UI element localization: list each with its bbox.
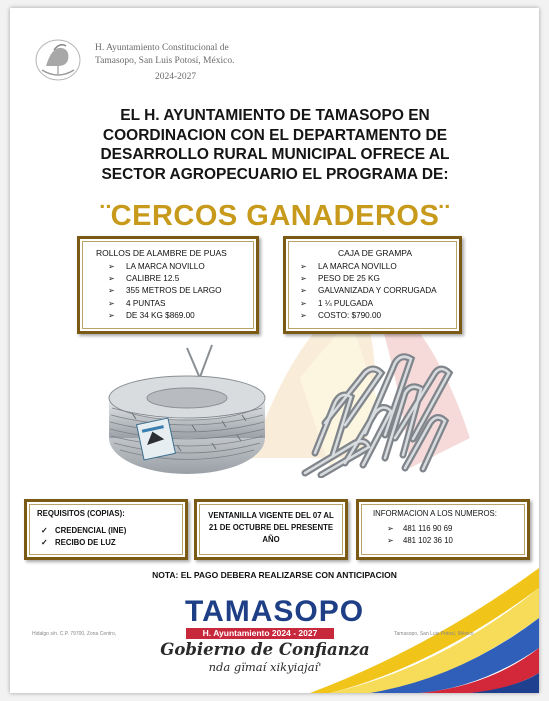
list-item-text: 355 METROS DE LARGO (126, 286, 222, 296)
arrow-bullet-icon: ➢ (300, 274, 307, 284)
barbed-wire-list (108, 261, 222, 322)
header-period: 2024-2027 (155, 72, 197, 82)
arrow-bullet-icon: ➢ (108, 286, 115, 296)
list-item-text: CALIBRE 12.5 (126, 274, 180, 284)
contact-list (387, 523, 453, 547)
list-item (108, 298, 222, 310)
title-line: DESARROLLO RURAL MUNICIPAL OFRECE AL (100, 146, 450, 163)
check-bullet-icon: ✓ (41, 526, 48, 535)
coat-of-arms-seal-icon (32, 36, 84, 84)
arrow-bullet-icon: ➢ (387, 524, 394, 533)
government-slogan: Gobierno de Confianza (160, 640, 370, 659)
requirements-box (24, 499, 188, 560)
list-item (387, 535, 453, 547)
title-line: SECTOR AGROPECUARIO EL PROGRAMA DE: (101, 165, 449, 183)
government-slogan-sub: nda gïmaí xikyiajaí' (208, 660, 322, 674)
fence-staples-icon (295, 343, 455, 478)
list-item (300, 285, 437, 297)
arrow-bullet-icon: ➢ (108, 298, 115, 308)
arrow-bullet-icon: ➢ (300, 298, 307, 308)
tamasopo-logo-word: TAMASOPO (185, 595, 365, 628)
list-item-text: COSTO: $790.00 (318, 310, 382, 320)
list-item-text: PESO DE 25 KG (318, 274, 380, 284)
announcement-title (50, 106, 500, 184)
footer-address-left: Hidalgo s/n. C.P. 79700, Zona Centro, (32, 631, 117, 637)
list-item-text: 4 PUNTAS (126, 298, 166, 308)
arrow-bullet-icon: ➢ (108, 262, 115, 271)
barbed-wire-heading: ROLLOS DE ALAMBRE DE PUAS (96, 248, 227, 258)
barbed-wire-info-box (77, 236, 259, 334)
payment-note: NOTA: EL PAGO DEBERA REALIZARSE CON ANTICIPACION (152, 570, 397, 580)
requirements-list (41, 525, 126, 549)
list-item (41, 537, 126, 549)
arrow-bullet-icon: ➢ (387, 536, 394, 546)
phone-number[interactable]: 481 116 90 69 (403, 524, 453, 533)
list-item (300, 261, 437, 273)
header-line-1: H. Ayuntamiento Constitucional de (95, 43, 229, 53)
list-item (300, 310, 437, 322)
footer-address-right: Tamasopo, San Luis Potosí, México (394, 631, 474, 637)
contact-heading: INFORMACION A LOS NUMEROS: (373, 509, 497, 518)
phone-number[interactable]: 481 102 36 10 (403, 536, 453, 546)
list-item (387, 523, 453, 535)
program-name: ¨CERCOS GANADEROS¨ (100, 200, 450, 232)
requirements-heading: REQUISITOS (COPIAS): (37, 509, 125, 518)
window-text (197, 510, 345, 546)
staples-heading: CAJA DE GRAMPA (338, 248, 412, 258)
flyer-page (10, 8, 539, 693)
list-item (108, 261, 222, 273)
window-line: VENTANILLA VIGENTE DEL 07 AL (208, 511, 334, 520)
barbed-wire-roll-icon (102, 343, 272, 478)
list-item-text: RECIBO DE LUZ (55, 538, 116, 548)
list-item (108, 310, 222, 322)
list-item-text: LA MARCA NOVILLO (126, 262, 205, 271)
list-item (41, 525, 126, 537)
arrow-bullet-icon: ➢ (300, 310, 307, 320)
window-line: AÑO (262, 535, 280, 544)
list-item-text: GALVANIZADA Y CORRUGADA (318, 286, 437, 296)
list-item-text: 1 ¼ PULGADA (318, 298, 374, 308)
list-item (108, 285, 222, 297)
contact-box (356, 499, 530, 560)
list-item-text: DE 34 KG $869.00 (126, 310, 195, 320)
list-item-text: CREDENCIAL (INE) (55, 526, 127, 535)
application-window-box (194, 499, 348, 560)
staples-info-box (283, 236, 462, 334)
title-line: COORDINACION CON EL DEPARTAMENTO DE (102, 126, 448, 144)
check-bullet-icon: ✓ (41, 538, 48, 548)
list-item (300, 273, 437, 285)
window-line: 21 DE OCTUBRE DEL PRESENTE (208, 523, 334, 532)
title-line: EL H. AYUNTAMIENTO DE TAMASOPO EN (120, 107, 430, 124)
header-line-2: Tamasopo, San Luis Potosí, México. (95, 56, 235, 66)
list-item (108, 273, 222, 285)
list-item-text: LA MARCA NOVILLO (318, 262, 397, 271)
staples-list (300, 261, 437, 322)
arrow-bullet-icon: ➢ (300, 286, 307, 296)
list-item (300, 298, 437, 310)
arrow-bullet-icon: ➢ (108, 310, 115, 320)
arrow-bullet-icon: ➢ (300, 262, 307, 271)
arrow-bullet-icon: ➢ (108, 274, 115, 284)
tamasopo-logo-bar: H. Ayuntamiento 2024 - 2027 (186, 628, 334, 639)
